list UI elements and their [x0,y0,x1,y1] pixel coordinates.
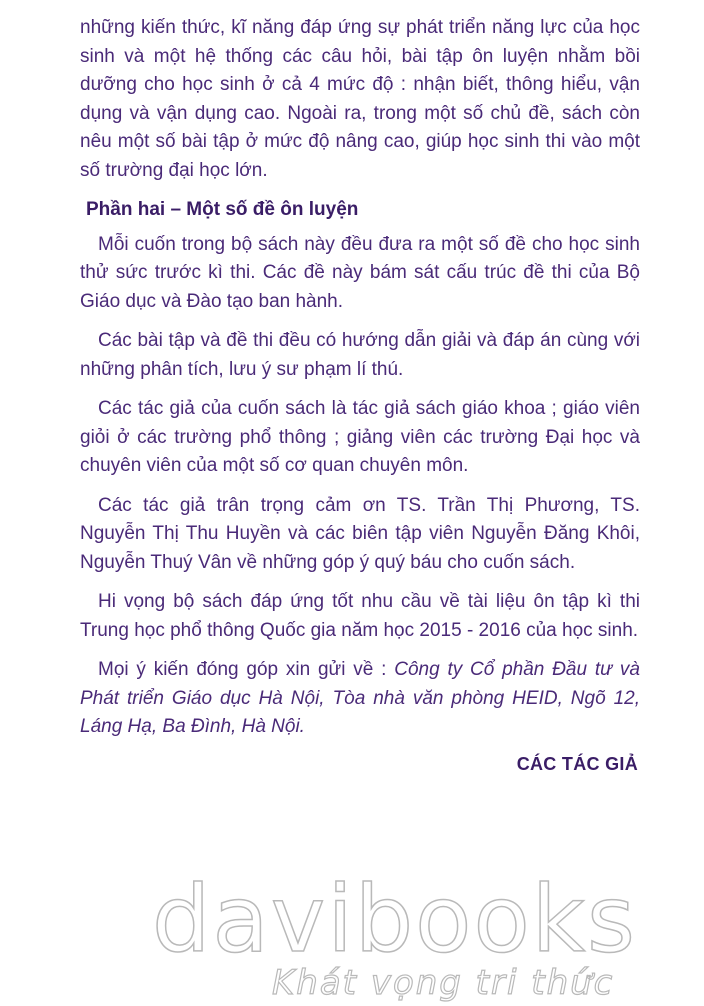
page-body [80,14,640,742]
paragraph-thanks: Các tác giả trân trọng cảm ơn TS. Trần Thị Phương, TS. Nguyễn Thị Thu Huyền và các biên tập viên Nguyễn Đăng Khôi, Nguyễn Thuý Vân về những góp ý quý báu cho cuốn sách. [80,494,640,573]
watermark-brand: davibooks [152,866,637,973]
contact-intro: Mọi ý kiến đóng góp xin gửi về : [98,659,395,680]
authors-signature: CÁC TÁC GIẢ [516,754,638,774]
contact-address: Công ty Cổ phần Đầu tư và Phát triển Giáo dục Hà Nội, Tòa nhà văn phòng HEID, Ngõ 12, Láng Hạ, Ba Đình, Hà Nội. [80,659,640,737]
paragraph-exams: Mỗi cuốn trong bộ sách này đều đưa ra một số đề cho học sinh thử sức trước kì thi. Các đề này bám sát cấu trúc đề thi của Bộ Giáo dục và Đào tạo ban hành. [80,233,640,312]
paragraph-contact [80,656,640,742]
publisher-watermark [0,868,704,1006]
intro-paragraph: những kiến thức, kĩ năng đáp ứng sự phát triển năng lực của học sinh và một hệ thống các câu hỏi, bài tập ôn luyện nhằm bồi dưỡng cho học sinh ở cả 4 mức độ : nhận biết, thông hiểu, vận dụng và vận dụng cao. Ngoài ra, trong một số chủ đề, sách còn nêu một số bài tập ở mức độ nâng cao, giúp học sinh thi vào một số trường đại học lớn. [80,17,640,181]
watermark-tagline: Khát vọng tri thức [272,963,615,1003]
paragraph-solutions: Các bài tập và đề thi đều có hướng dẫn giải và đáp án cùng với những phân tích, lưu ý sư phạm lí thú. [80,330,640,380]
paragraph-hope: Hi vọng bộ sách đáp ứng tốt nhu cầu về tài liệu ôn tập kì thi Trung học phổ thông Quốc gia năm học 2015 - 2016 của học sinh. [80,591,640,641]
paragraph-authors: Các tác giả của cuốn sách là tác giả sách giáo khoa ; giáo viên giỏi ở các trường phổ thông ; giảng viên các trường Đại học và chuyên viên của một số cơ quan chuyên môn. [80,398,640,476]
section-heading: Phần hai – Một số đề ôn luyện [86,199,359,220]
